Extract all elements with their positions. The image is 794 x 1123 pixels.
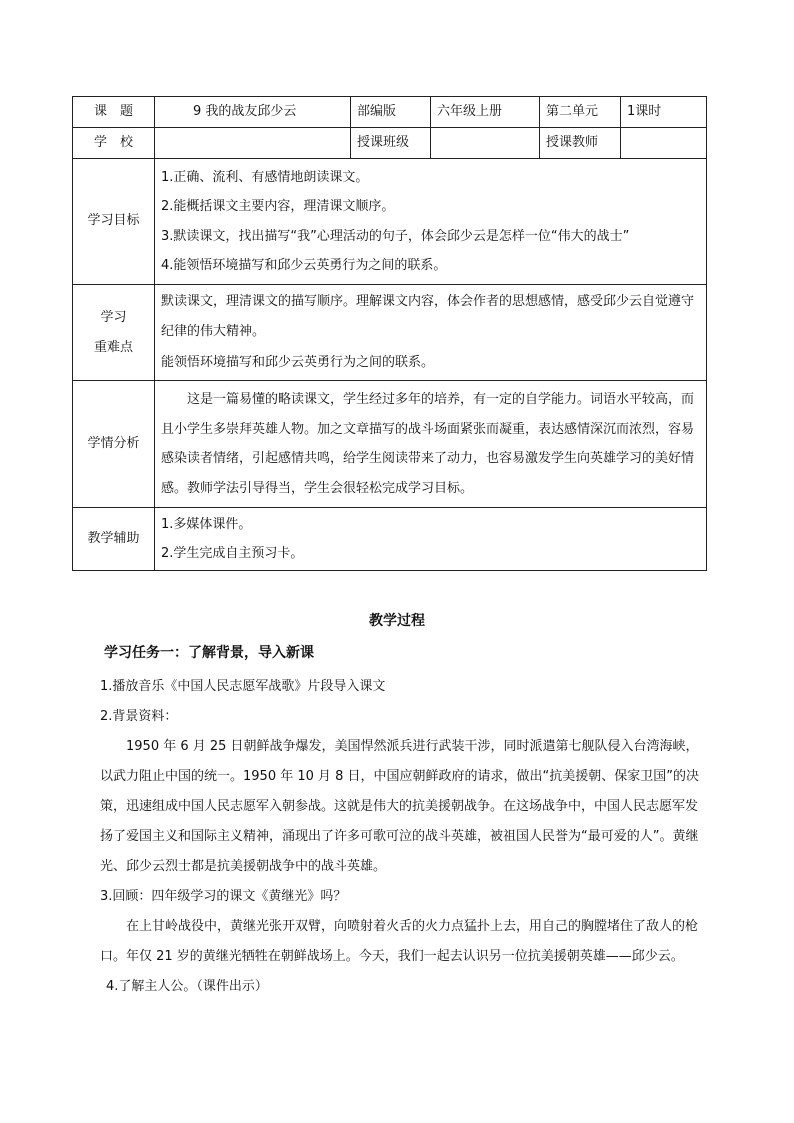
lesson-title: 9 我的战友邱少云 <box>155 97 351 128</box>
goal-item: 2.能概括课文主要内容，理清课文顺序。 <box>161 199 395 214</box>
process-body <box>100 672 706 1002</box>
difficulty-para: 能领悟环境描写和邱少云英勇行为之间的联系。 <box>161 355 435 371</box>
difficulty-para: 默读课文，理清课文的描写顺序。理解课文内容，体会作者的思想感情，感受邱少云自觉遵守纪律的伟大精神。 <box>161 294 695 339</box>
aids-list <box>155 508 707 571</box>
topic-label: 课 题 <box>73 97 155 128</box>
difficulty-label-line1: 学习 <box>100 310 127 325</box>
table-row <box>73 128 707 159</box>
step-item: 3.回顾：四年级学习的课文《黄继光》吗？ <box>100 889 347 904</box>
analysis-label: 学情分析 <box>73 381 155 508</box>
goal-item: 3.默读课文，找出描写“我”心理活动的句子，体会邱少云是怎样一位“伟大的战士” <box>161 228 630 244</box>
aid-item: 1.多媒体课件。 <box>161 516 252 532</box>
table-row <box>73 285 707 381</box>
step-item: 1.播放音乐《中国人民志愿军战歌》片段导入课文 <box>100 679 386 694</box>
unit: 第二单元 <box>540 97 621 128</box>
section-title: 教学过程 <box>369 613 425 629</box>
table-row <box>73 381 707 508</box>
goal-item: 4.能领悟环境描写和邱少云英勇行为之间的联系。 <box>161 258 447 273</box>
huang-paragraph: 在上甘岭战役中，黄继光张开双臂，向喷射着火舌的火力点猛扑上去，用自己的胸膛堵住了敌人的枪口。年仅 21 岁的黄继光牺牲在朝鲜战场上。今天，我们一起去认识另一位抗美援朝英雄——邱少云。 <box>100 919 699 964</box>
aid-item: 2.学生完成自主预习卡。 <box>161 546 304 561</box>
aids-label: 教学辅助 <box>73 508 155 571</box>
difficulty-content <box>155 285 707 381</box>
table-row <box>73 97 707 128</box>
analysis-content <box>155 381 707 508</box>
analysis-text: 这是一篇易懂的略读课文，学生经过多年的培养，有一定的自学能力。词语水平较高，而且小学生多崇拜英雄人物。加之文章描写的战斗场面紧张而凝重，表达感情深沉而浓烈，容易感染读者情绪，引起感情共鸣，给学生阅读带来了动力，也容易激发学生向英雄学习的美好情感。教师学法引导得当，学生会很轻松完成学习目标。 <box>161 392 695 496</box>
class-label: 授课班级 <box>351 128 431 159</box>
teacher-label: 授课教师 <box>540 128 621 159</box>
task-heading: 学习任务一：了解背景，导入新课 <box>104 645 314 661</box>
grade: 六年级上册 <box>431 97 540 128</box>
teacher-value <box>621 128 707 159</box>
difficulty-label-line2: 重难点 <box>93 339 133 355</box>
step-item: 4.了解主人公。（课件出示） <box>106 979 268 994</box>
table-row <box>73 508 707 571</box>
lesson-info-table <box>72 96 707 571</box>
school-label: 学 校 <box>73 128 155 159</box>
goal-item: 1.正确、流利、有感情地朗读课文。 <box>161 169 369 185</box>
difficulty-label <box>73 285 155 381</box>
goals-label: 学习目标 <box>73 159 155 285</box>
school-value <box>155 128 351 159</box>
edition: 部编版 <box>351 97 431 128</box>
step-item: 2.背景资料： <box>100 709 178 724</box>
table-row <box>73 159 707 285</box>
class-value <box>431 128 540 159</box>
background-paragraph: 1950 年 6 月 25 日朝鲜战争爆发，美国悍然派兵进行武装干涉，同时派遣第七舰队侵入台湾海峡，以武力阻止中国的统一。1950 年 10 月 8 日，中国应朝鲜政府的请求，做出“抗美援朝、保家卫国”的决策，迅速组成中国人民志愿军入朝参战。这就是伟大的抗美援朝战争。在这场战争中，中国人民志愿军发扬了爱国主义和国际主义精神，涌现出了许多可歌可泣的战斗英雄，被祖国人民誉为“最可爱的人”。黄继光、邱少云烈士都是抗美援朝战争中的战斗英雄。 <box>100 739 700 874</box>
class-hours: 1课时 <box>621 97 707 128</box>
goals-list <box>155 159 707 285</box>
